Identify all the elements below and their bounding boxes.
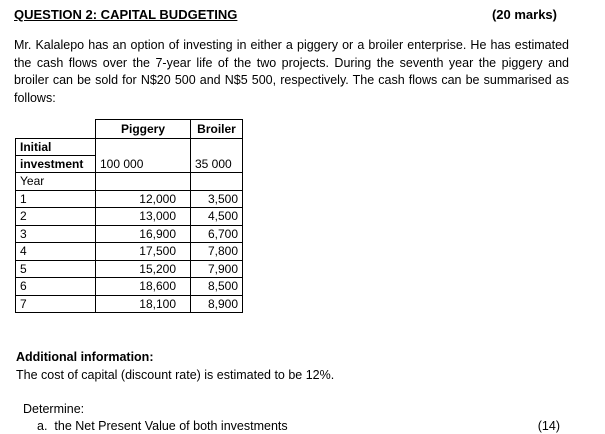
task-item-a-prefix: a.	[37, 419, 48, 433]
question-intro: Mr. Kalalepo has an option of investing in either a piggery or a broiler enterprise. He has estimated the cash flows over the 7-year life of the two projects. During the seventh year the piggery and broiler can be sold for N$20 500 and N$5 500, respectively. The cash flows can be summarised as follows:	[14, 38, 569, 105]
table-row-initial-2	[16, 156, 243, 173]
table-row	[16, 243, 243, 261]
question-marks: (20 marks)	[491, 7, 557, 22]
header-broiler: Broiler	[191, 120, 243, 139]
year-cell: 7	[16, 295, 96, 313]
year-label: Year	[16, 173, 96, 191]
table-row-initial-1	[16, 139, 243, 156]
initial-piggery-spacer	[96, 139, 191, 156]
table-row	[16, 190, 243, 208]
year-cell: 4	[16, 243, 96, 261]
broiler-cell: 7,800	[191, 243, 243, 261]
broiler-cell: 4,500	[191, 208, 243, 226]
table-row-year-label	[16, 173, 243, 191]
header-blank	[16, 120, 96, 139]
year-cell: 2	[16, 208, 96, 226]
piggery-cell: 17,500	[96, 243, 191, 261]
table-row	[16, 225, 243, 243]
header-piggery: Piggery	[96, 120, 191, 139]
year-cell: 3	[16, 225, 96, 243]
broiler-cell: 8,900	[191, 295, 243, 313]
task-item-a-marks: (14)	[537, 419, 560, 433]
initial-label-line2: investment	[16, 156, 96, 173]
cash-flow-table	[15, 119, 243, 313]
year-cell: 1	[16, 190, 96, 208]
additional-info-heading: Additional information:	[16, 350, 154, 364]
year-cell: 5	[16, 260, 96, 278]
piggery-cell: 16,900	[96, 225, 191, 243]
year-label-blank-2	[191, 173, 243, 191]
table-header-row	[16, 120, 243, 139]
piggery-cell: 13,000	[96, 208, 191, 226]
piggery-cell: 12,000	[96, 190, 191, 208]
broiler-cell: 6,700	[191, 225, 243, 243]
initial-piggery: 100 000	[96, 156, 191, 173]
initial-label-line1: Initial	[16, 139, 96, 156]
table-row	[16, 295, 243, 313]
task-item-a-text: the Net Present Value of both investments	[54, 419, 288, 433]
cost-of-capital-text: The cost of capital (discount rate) is estimated to be 12%.	[16, 368, 335, 382]
initial-broiler: 35 000	[191, 156, 243, 173]
determine-label: Determine:	[23, 402, 85, 416]
table-row	[16, 208, 243, 226]
year-cell: 6	[16, 278, 96, 296]
task-item-a	[37, 419, 288, 433]
broiler-cell: 7,900	[191, 260, 243, 278]
table-row	[16, 260, 243, 278]
piggery-cell: 18,600	[96, 278, 191, 296]
table-row	[16, 278, 243, 296]
broiler-cell: 3,500	[191, 190, 243, 208]
initial-broiler-spacer	[191, 139, 243, 156]
question-title: QUESTION 2: CAPITAL BUDGETING	[14, 7, 238, 22]
piggery-cell: 18,100	[96, 295, 191, 313]
piggery-cell: 15,200	[96, 260, 191, 278]
year-label-blank-1	[96, 173, 191, 191]
broiler-cell: 8,500	[191, 278, 243, 296]
